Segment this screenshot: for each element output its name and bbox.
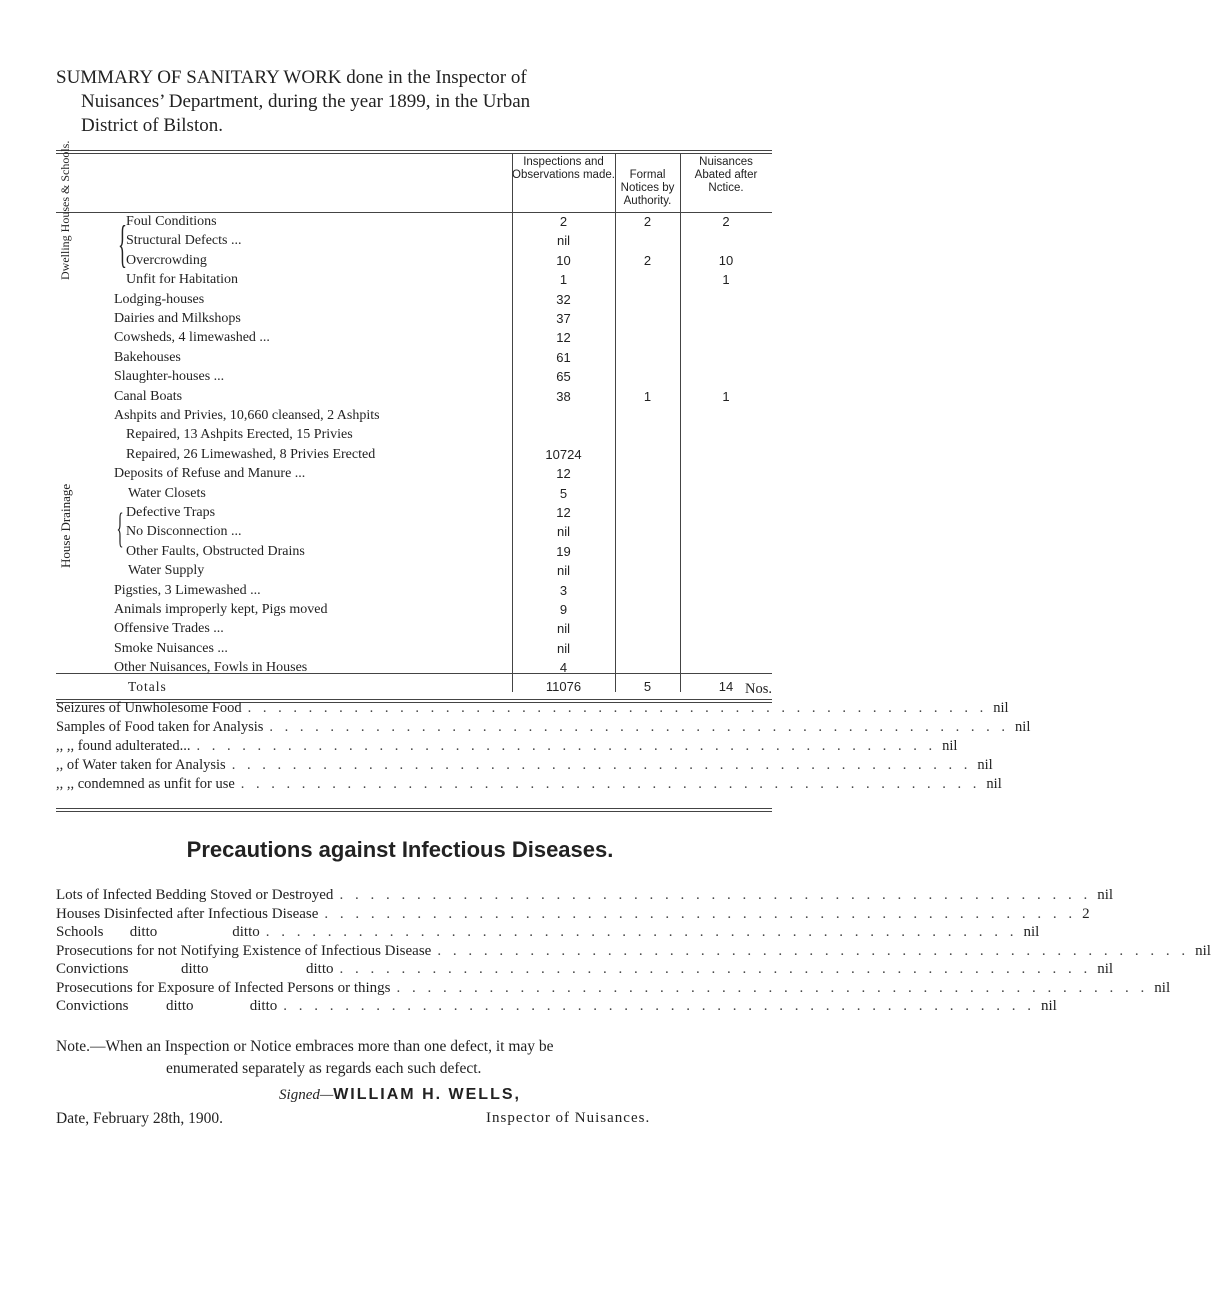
table-row <box>56 214 772 230</box>
precaution-item <box>56 923 1040 942</box>
row-inspections: 10 <box>556 252 571 268</box>
seizure-label: Samples of Food taken for Analysis <box>56 719 264 735</box>
table-row <box>56 253 772 269</box>
seizure-item <box>56 737 958 756</box>
row-inspections: 9 <box>559 602 568 617</box>
precaution-label: Schools ditto ditto <box>56 924 260 940</box>
table-top-rule-inner <box>56 153 772 154</box>
row-notices: 2 <box>643 252 652 268</box>
seizure-label: Seizures of Unwholesome Food <box>56 700 242 716</box>
row-inspections: 61 <box>556 349 571 365</box>
precaution-item <box>56 942 1211 961</box>
row-label: Other Nuisances, Fowls in Houses <box>114 660 308 676</box>
brace-dwelling: { <box>118 216 127 273</box>
group-label-drainage: House Drainage <box>58 483 73 568</box>
seizure-value: nil <box>942 738 958 754</box>
precautions-section <box>56 886 1211 1016</box>
precautions-rows <box>56 886 1211 1016</box>
leader-dots: . . . . . . . . . . . . . . . . . . . . . . . . . . . . . . . . . . . . . . . . . . . . . . . . . <box>324 905 1077 922</box>
table-row <box>56 621 772 637</box>
precaution-value: nil <box>1154 979 1171 996</box>
table-row <box>56 311 772 327</box>
row-label: Other Faults, Obstructed Drains <box>126 543 305 559</box>
section-rule <box>56 808 772 809</box>
precautions-heading: Precautions against Infectious Diseases. <box>186 837 614 862</box>
table-row <box>56 563 772 579</box>
precaution-label: Houses Disinfected after Infectious Disease <box>56 905 319 922</box>
precaution-item <box>56 886 1114 905</box>
header-bottom-rule <box>56 212 772 213</box>
row-inspections: 3 <box>559 582 568 598</box>
note-line-1: Note.—When an Inspection or Notice embraces more than one defect, it may be <box>56 1038 554 1055</box>
row-label: Repaired, 26 Limewashed, 8 Privies Erected <box>126 446 376 462</box>
note <box>56 1036 772 1080</box>
table-top-rule <box>56 150 772 151</box>
row-inspections: nil <box>556 621 570 637</box>
seizure-label: ,, ,, found adulterated... <box>56 738 191 754</box>
seizure-label: ,, of Water taken for Analysis <box>56 757 226 773</box>
table-row <box>56 427 772 443</box>
precaution-item <box>56 960 1114 979</box>
table-row <box>56 350 772 366</box>
row-inspections: 12 <box>556 330 571 346</box>
row-label: Overcrowding <box>126 252 207 268</box>
row-label: Bakehouses <box>114 349 181 365</box>
precaution-item <box>56 997 1057 1016</box>
table-row <box>56 330 772 346</box>
precaution-value: nil <box>1195 942 1211 959</box>
title-line-2: Nuisances’ Department, during the year 1899, in the Urban <box>81 91 531 112</box>
totals-inspections: 11076 <box>545 679 582 694</box>
signature-name: WILLIAM H. WELLS, <box>333 1086 521 1103</box>
totals-label: Totals <box>128 679 167 694</box>
row-inspections: 38 <box>556 388 571 404</box>
row-label: Smoke Nuisances ... <box>114 640 228 656</box>
row-inspections: 12 <box>556 466 571 482</box>
row-notices: 2 <box>643 214 652 229</box>
row-label: Water Closets <box>128 485 206 501</box>
row-abated: 1 <box>722 388 730 404</box>
row-inspections: 65 <box>556 369 571 385</box>
leader-dots: . . . . . . . . . . . . . . . . . . . . . . . . . . . . . . . . . . . . . . . . . . . . . . . . . <box>339 961 1092 977</box>
seizures-section <box>56 680 1031 794</box>
precaution-value: nil <box>1097 961 1114 977</box>
totals-abated: 14 <box>718 679 734 694</box>
table-row <box>56 389 772 405</box>
leader-dots: . . . . . . . . . . . . . . . . . . . . . . . . . . . . . . . . . . . . . . . . . . . . . . . . . <box>339 887 1092 903</box>
row-label: Water Supply <box>128 563 205 579</box>
table-row <box>56 233 772 249</box>
document-title <box>56 66 776 138</box>
table-row <box>56 466 772 482</box>
row-inspections: 4 <box>559 660 568 676</box>
row-label: Foul Conditions <box>126 214 217 229</box>
table-row <box>56 272 772 288</box>
col-header-notices: Formal Notices by Authority. <box>620 169 675 207</box>
row-inspections: nil <box>556 524 570 540</box>
precaution-value: nil <box>1097 887 1114 903</box>
row-inspections: 10724 <box>545 446 582 462</box>
leader-dots: . . . . . . . . . . . . . . . . . . . . . . . . . . . . . . . . . . . . . . . . . . . . . . . . . <box>437 942 1190 959</box>
table-row <box>56 292 772 308</box>
precaution-label: Prosecutions for Exposure of Infected Persons or things <box>56 979 391 996</box>
row-label: Cowsheds, 4 limewashed ... <box>114 330 270 346</box>
table-row <box>56 505 772 521</box>
row-label: Pigsties, 3 Limewashed ... <box>114 582 261 598</box>
section-rule-inner <box>56 811 772 812</box>
leader-dots: . . . . . . . . . . . . . . . . . . . . . . . . . . . . . . . . . . . . . . . . . . . . . . . . . <box>240 776 981 792</box>
row-label: Repaired, 13 Ashpits Erected, 15 Privies <box>126 427 353 443</box>
row-inspections: 12 <box>556 505 571 520</box>
row-inspections: nil <box>556 640 570 656</box>
leader-dots: . . . . . . . . . . . . . . . . . . . . . . . . . . . . . . . . . . . . . . . . . . . . . . . . . <box>265 924 1018 940</box>
table-row <box>56 583 772 599</box>
row-abated: 1 <box>722 272 730 288</box>
precaution-item <box>56 979 1171 998</box>
brace-drainage: { <box>116 506 124 552</box>
row-inspections: nil <box>556 233 570 249</box>
row-label: Animals improperly kept, Pigs moved <box>114 602 328 617</box>
row-abated: 10 <box>718 252 734 268</box>
precaution-value: nil <box>1023 924 1040 940</box>
row-label: Defective Traps <box>126 505 216 520</box>
seizure-item <box>56 756 993 775</box>
group-label-dwelling: Dwelling Houses & Schools. <box>58 140 72 280</box>
precaution-label: Convictions ditto ditto <box>56 998 278 1014</box>
signature-prefix: Signed— <box>279 1087 334 1103</box>
seizure-value: nil <box>977 757 993 773</box>
leader-dots: . . . . . . . . . . . . . . . . . . . . . . . . . . . . . . . . . . . . . . . . . . . . . . . . . <box>247 700 988 716</box>
table-row <box>56 408 772 424</box>
row-label: Deposits of Refuse and Manure ... <box>114 466 306 482</box>
leader-dots: . . . . . . . . . . . . . . . . . . . . . . . . . . . . . . . . . . . . . . . . . . . . . . . . . <box>231 757 972 773</box>
row-inspections: 1 <box>559 272 568 288</box>
row-inspections: 5 <box>559 485 568 501</box>
seizure-value: nil <box>1015 719 1031 735</box>
precaution-label: Prosecutions for not Notifying Existence of Infectious Disease <box>56 942 432 959</box>
date: Date, February 28th, 1900. <box>56 1110 224 1127</box>
row-inspections: 37 <box>556 311 571 326</box>
row-inspections: 19 <box>556 543 571 559</box>
table-row <box>56 524 772 540</box>
inspector-title: Inspector of Nuisances. <box>486 1110 651 1126</box>
note-line-2: enumerated separately as regards each such defect. <box>166 1060 482 1077</box>
leader-dots: . . . . . . . . . . . . . . . . . . . . . . . . . . . . . . . . . . . . . . . . . . . . . . . . . <box>283 998 1036 1014</box>
row-label: Dairies and Milkshops <box>114 311 241 326</box>
leader-dots: . . . . . . . . . . . . . . . . . . . . . . . . . . . . . . . . . . . . . . . . . . . . . . . . . <box>196 738 937 754</box>
title-line-3: District of Bilston. <box>81 115 223 136</box>
totals-top-rule <box>56 673 772 674</box>
col-header-abated: Nuisances Abated after Nctice. <box>694 156 758 194</box>
seizures-rows <box>56 699 1031 794</box>
leader-dots: . . . . . . . . . . . . . . . . . . . . . . . . . . . . . . . . . . . . . . . . . . . . . . . . . <box>269 719 1010 735</box>
row-label: Structural Defects ... <box>126 233 242 249</box>
table-row <box>56 486 772 502</box>
precaution-value: 2 <box>1082 905 1090 922</box>
row-inspections: nil <box>556 563 570 579</box>
seizure-label: ,, ,, condemned as unfit for use <box>56 776 235 792</box>
row-label: Ashpits and Privies, 10,660 cleansed, 2 Ashpits <box>114 408 380 423</box>
seizure-item <box>56 718 1031 737</box>
totals-notices: 5 <box>643 679 652 694</box>
precaution-item <box>56 905 1090 924</box>
row-inspections: 32 <box>556 291 571 307</box>
title-line-1: SUMMARY OF SANITARY WORK done in the Inspector of <box>56 67 527 88</box>
row-abated: 2 <box>722 214 730 229</box>
table-row <box>56 369 772 385</box>
precaution-label: Lots of Infected Bedding Stoved or Destroyed <box>56 887 334 903</box>
row-label: Lodging-houses <box>114 291 205 307</box>
leader-dots: . . . . . . . . . . . . . . . . . . . . . . . . . . . . . . . . . . . . . . . . . . . . . . . . . <box>396 979 1149 996</box>
table-row <box>56 602 772 618</box>
row-label: Canal Boats <box>114 388 183 404</box>
seizure-value: nil <box>986 776 1002 792</box>
row-label: Offensive Trades ... <box>114 621 224 637</box>
row-label: No Disconnection ... <box>126 524 242 540</box>
row-inspections: 2 <box>559 214 568 229</box>
seizure-value: nil <box>993 700 1009 716</box>
precaution-value: nil <box>1041 998 1057 1014</box>
seizure-item <box>56 699 1009 718</box>
signature <box>0 1086 800 1104</box>
table-row <box>56 544 772 560</box>
seizure-item <box>56 775 1002 794</box>
col-header-inspections: Inspections and Observations made. <box>512 156 615 181</box>
table-row <box>56 447 772 463</box>
precaution-label: Convictions ditto ditto <box>56 961 334 977</box>
row-label: Unfit for Habitation <box>126 272 238 288</box>
row-label: Slaughter-houses ... <box>114 369 225 385</box>
table-row <box>56 641 772 657</box>
seizures-header: Nos. <box>745 681 772 697</box>
row-notices: 1 <box>643 388 652 404</box>
